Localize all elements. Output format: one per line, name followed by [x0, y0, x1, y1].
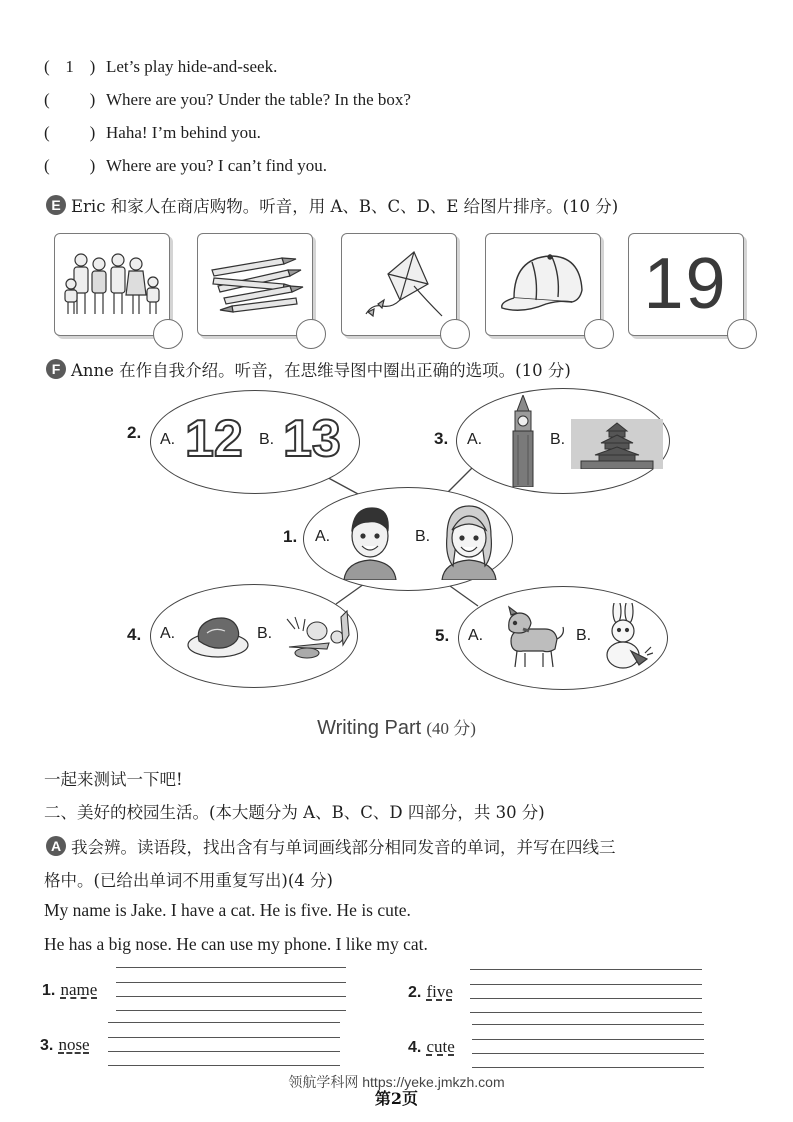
- boy-face-icon[interactable]: [340, 500, 400, 580]
- rabbit-icon[interactable]: [597, 603, 653, 673]
- option-b-label[interactable]: B.: [576, 627, 592, 644]
- bubble-q2: [150, 390, 360, 494]
- writing-line[interactable]: [108, 1065, 340, 1066]
- steak-icon[interactable]: [185, 611, 251, 661]
- writing-line[interactable]: [116, 996, 346, 997]
- word-item-3: 3. nose: [40, 1035, 90, 1054]
- writing-line[interactable]: [108, 1051, 340, 1052]
- answer-bracket[interactable]: ( ): [44, 90, 96, 109]
- number-thirteen[interactable]: 13: [283, 410, 341, 468]
- temple-of-heaven-icon[interactable]: [571, 419, 663, 469]
- section-a-heading-cont: 格中。(已给出单词不用重复写出)(4 分): [44, 871, 333, 890]
- writing-line[interactable]: [470, 1012, 702, 1013]
- bubble-q5: [458, 586, 668, 690]
- part-two-heading: 二、美好的校园生活。(本大题分为 A、B、C、D 四部分，共 30 分): [44, 803, 545, 822]
- option-a-label[interactable]: A.: [315, 528, 331, 545]
- word-item-1: 1. name: [42, 980, 98, 999]
- number-nineteen: 19: [643, 244, 728, 324]
- dialogue-line-3: ( ) Haha! I’m behind you.: [44, 123, 261, 142]
- section-f-heading: F Anne 在作自我介绍。听音，在思维导图中圈出正确的选项。(10 分): [46, 357, 571, 381]
- passage-line-2: He has a big nose. He can use my phone. I like my cat.: [44, 934, 428, 954]
- dialogue-line-2: ( ) Where are you? Under the table? In the box?: [44, 90, 411, 109]
- option-b-label[interactable]: B.: [415, 528, 431, 545]
- option-a-label[interactable]: A.: [467, 431, 483, 448]
- answer-bracket[interactable]: ( ): [44, 123, 96, 142]
- bubble-q1: [303, 487, 513, 591]
- option-b-label[interactable]: B.: [259, 431, 275, 448]
- writing-line[interactable]: [472, 1039, 704, 1040]
- question-number: 2.: [127, 423, 142, 442]
- section-badge: E: [46, 195, 66, 215]
- answer-bracket[interactable]: ( 1 ): [44, 57, 96, 76]
- section-badge: F: [46, 359, 66, 379]
- intro-text: 一起来测试一下吧!: [44, 770, 183, 789]
- number-twelve[interactable]: 12: [185, 410, 243, 468]
- word-item-2: 2. five: [408, 982, 453, 1001]
- writing-line[interactable]: [108, 1022, 340, 1023]
- question-number: 5.: [435, 626, 450, 645]
- bubble-q4: [150, 584, 358, 688]
- vegetables-icon[interactable]: [281, 607, 355, 663]
- section-badge: A: [46, 836, 66, 856]
- question-number: 1.: [283, 527, 298, 546]
- dog-icon[interactable]: [499, 605, 565, 671]
- dialogue-line-1: ( 1 ) Let’s play hide-and-seek.: [44, 57, 278, 76]
- writing-line[interactable]: [472, 1024, 704, 1025]
- writing-line[interactable]: [472, 1053, 704, 1054]
- section-e-heading: E Eric 和家人在商店购物。听音，用 A、B、C、D、E 给图片排序。(10 分): [46, 193, 618, 217]
- writing-line[interactable]: [472, 1067, 704, 1068]
- option-a-label[interactable]: A.: [160, 625, 176, 642]
- option-b-label[interactable]: B.: [257, 625, 273, 642]
- bubble-q3: [456, 388, 670, 494]
- girl-face-icon[interactable]: [438, 500, 500, 580]
- option-a-label[interactable]: A.: [468, 627, 484, 644]
- section-a-heading: A 我会辨。读语段，找出含有与单词画线部分相同发音的单词，并写在四线三: [46, 834, 616, 858]
- answer-bracket[interactable]: ( ): [44, 156, 96, 175]
- big-ben-icon[interactable]: [509, 395, 537, 487]
- page-number: 第2页: [374, 1089, 419, 1108]
- writing-line[interactable]: [116, 1010, 346, 1011]
- watermark-text: 领航学科网 https://yeke.jmkzh.com: [288, 1074, 505, 1090]
- question-number: 3.: [434, 429, 449, 448]
- writing-line[interactable]: [470, 998, 702, 999]
- writing-line[interactable]: [116, 982, 346, 983]
- writing-line[interactable]: [470, 969, 702, 970]
- passage-line-1: My name is Jake. I have a cat. He is five. He is cute.: [44, 900, 411, 920]
- question-number: 4.: [127, 625, 142, 644]
- option-a-label[interactable]: A.: [160, 431, 176, 448]
- writing-part-title: Writing Part (40 分): [317, 717, 476, 739]
- dialogue-line-4: ( ) Where are you? I can’t find you.: [44, 156, 328, 175]
- option-b-label[interactable]: B.: [550, 431, 566, 448]
- writing-line[interactable]: [470, 984, 702, 985]
- writing-line[interactable]: [116, 967, 346, 968]
- word-item-4: 4. cute: [408, 1037, 455, 1056]
- writing-line[interactable]: [108, 1037, 340, 1038]
